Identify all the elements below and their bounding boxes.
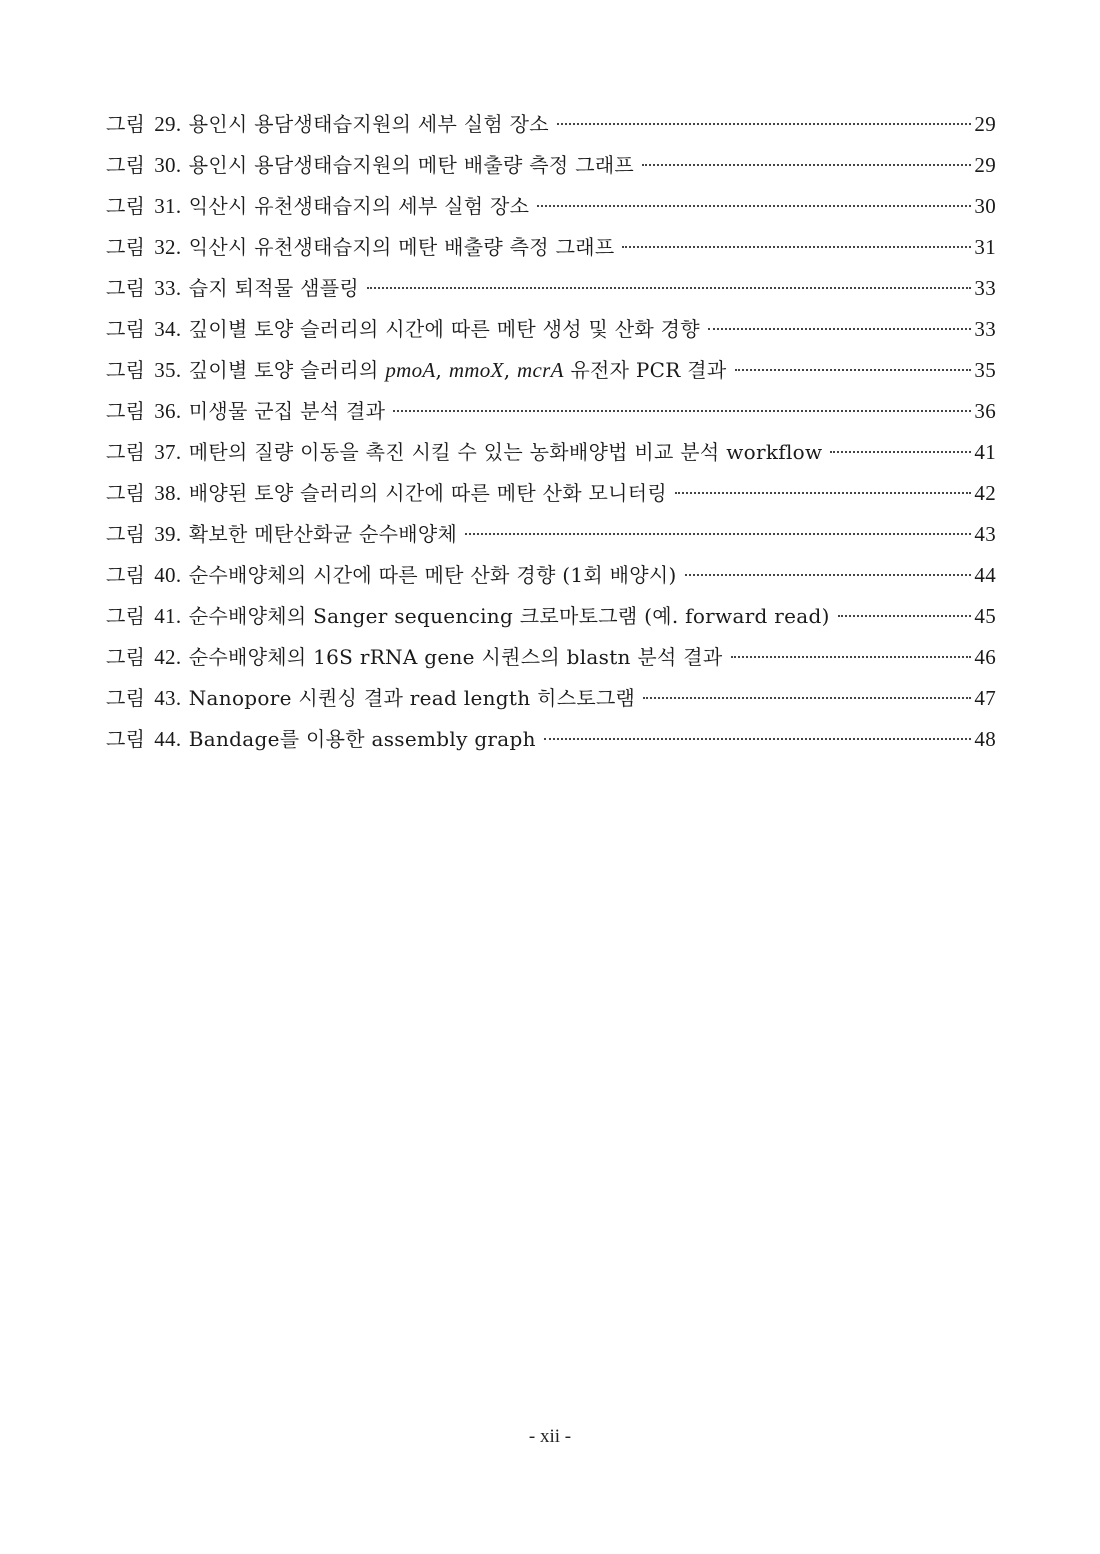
toc-entry: [106, 432, 996, 473]
figure-number: 29.: [154, 112, 182, 136]
figure-number: 33.: [154, 276, 182, 300]
page-reference: 36: [974, 399, 996, 423]
figure-title: 확보한 메탄산화균 순수배양체: [188, 522, 458, 546]
toc-entry: [106, 145, 996, 186]
title-text: ,: [435, 358, 449, 382]
figure-title: 습지 퇴적물 샘플링: [188, 276, 360, 300]
toc-entry: [106, 637, 996, 678]
toc-entry: [106, 596, 996, 637]
gene-name: pmoA: [385, 358, 436, 382]
figure-title: 순수배양체의 시간에 따른 메탄 산화 경향 (1회 배양시): [188, 563, 677, 587]
figure-prefix: 그림: [106, 481, 146, 505]
toc-entry-label: [106, 104, 549, 145]
figure-title: 깊이별 토양 슬러리의 시간에 따른 메탄 생성 및 산화 경향: [188, 317, 700, 341]
toc-entry-label: [106, 227, 614, 268]
toc-entry-label: [106, 678, 635, 719]
dot-leader: [830, 451, 971, 453]
page-reference: 47: [974, 686, 996, 710]
dot-leader: [838, 615, 972, 617]
figure-prefix: 그림: [106, 645, 146, 669]
figure-prefix: 그림: [106, 235, 146, 259]
figure-number: 34.: [154, 317, 182, 341]
figure-number: 32.: [154, 235, 182, 259]
figure-prefix: 그림: [106, 727, 146, 751]
gene-name: mcrA: [517, 358, 564, 382]
toc-entry-label: [106, 514, 457, 555]
figure-number: 30.: [154, 153, 182, 177]
figure-prefix: 그림: [106, 358, 146, 382]
toc-entry-label: [106, 186, 529, 227]
figure-title: 배양된 토양 슬러리의 시간에 따른 메탄 산화 모니터링: [188, 481, 667, 505]
toc-entry-label: [106, 637, 723, 678]
figure-number: 37.: [154, 440, 182, 464]
dot-leader: [622, 246, 971, 248]
figure-prefix: 그림: [106, 153, 146, 177]
figure-prefix: 그림: [106, 112, 146, 136]
dot-leader: [731, 656, 972, 658]
figure-number: 39.: [154, 522, 182, 546]
figure-title: Nanopore 시퀀싱 결과 read length 히스토그램: [188, 686, 636, 710]
figure-number: 38.: [154, 481, 182, 505]
figure-prefix: 그림: [106, 686, 146, 710]
page-number: - xii -: [528, 1426, 572, 1447]
toc-entry: [106, 268, 996, 309]
page-reference: 31: [974, 235, 996, 259]
toc-entry-label: [106, 268, 359, 309]
figure-number: 40.: [154, 563, 182, 587]
figure-title: 메탄의 질량 이동을 촉진 시킬 수 있는 농화배양법 비교 분석 workflow: [188, 440, 823, 464]
figure-prefix: 그림: [106, 399, 146, 423]
figure-number: 42.: [154, 645, 182, 669]
figure-prefix: 그림: [106, 522, 146, 546]
page-reference: 46: [974, 645, 996, 669]
toc-entry-label: [106, 719, 536, 760]
dot-leader: [393, 410, 971, 412]
toc-entry: [106, 473, 996, 514]
dot-leader: [675, 492, 971, 494]
dot-leader: [367, 287, 971, 289]
dot-leader: [708, 328, 971, 330]
figure-title: 순수배양체의 16S rRNA gene 시퀀스의 blastn 분석 결과: [188, 645, 723, 669]
page-reference: 43: [974, 522, 996, 546]
page-reference: 41: [974, 440, 996, 464]
figure-title: 순수배양체의 Sanger sequencing 크로마토그램 (예. forward read): [188, 604, 830, 628]
dot-leader: [537, 205, 971, 207]
figure-title: 용인시 용담생태습지원의 메탄 배출량 측정 그래프: [188, 153, 635, 177]
dot-leader: [544, 738, 972, 740]
page-reference: 30: [974, 194, 996, 218]
page-reference: 29: [974, 112, 996, 136]
figure-title: [189, 350, 727, 391]
toc-entry-label: [106, 473, 667, 514]
figure-number: 31.: [154, 194, 182, 218]
toc-entry: [106, 227, 996, 268]
page-reference: 42: [974, 481, 996, 505]
page-reference: 35: [974, 358, 996, 382]
toc-entry-label: [106, 350, 727, 391]
figure-title: 익산시 유천생태습지의 메탄 배출량 측정 그래프: [188, 235, 615, 259]
figure-title: 미생물 군집 분석 결과: [188, 399, 386, 423]
page-reference: 29: [974, 153, 996, 177]
page-reference: 33: [974, 276, 996, 300]
toc-entry: [106, 104, 996, 145]
page-reference: 44: [974, 563, 996, 587]
dot-leader: [557, 123, 971, 125]
toc-entry-label: [106, 145, 634, 186]
page-reference: 33: [974, 317, 996, 341]
toc-entry-label: [106, 596, 830, 637]
figure-number: 36.: [154, 399, 182, 423]
toc-entry-label: [106, 432, 822, 473]
toc-entry-label: [106, 391, 385, 432]
toc-entry: [106, 391, 996, 432]
gene-name: mmoX: [448, 358, 504, 382]
toc-entry: [106, 719, 996, 760]
figure-prefix: 그림: [106, 604, 146, 628]
toc-entry: [106, 350, 996, 391]
toc-entry-label: [106, 555, 677, 596]
dot-leader: [642, 164, 971, 166]
toc-entry-label: [106, 309, 700, 350]
figure-prefix: 그림: [106, 317, 146, 341]
toc-entry: [106, 186, 996, 227]
figure-prefix: 그림: [106, 563, 146, 587]
figure-title: Bandage를 이용한 assembly graph: [188, 727, 536, 751]
figure-title: 용인시 용담생태습지원의 세부 실험 장소: [188, 112, 549, 136]
toc-entry: [106, 309, 996, 350]
dot-leader: [465, 533, 971, 535]
figure-prefix: 그림: [106, 276, 146, 300]
figure-number: 41.: [154, 604, 182, 628]
title-text: ,: [503, 358, 518, 382]
figure-prefix: 그림: [106, 440, 146, 464]
figure-number: 43.: [154, 686, 182, 710]
toc-entry: [106, 555, 996, 596]
figure-prefix: 그림: [106, 194, 146, 218]
title-text: 깊이별 토양 슬러리의: [188, 358, 386, 382]
page-reference: 48: [974, 727, 996, 751]
dot-leader: [643, 697, 971, 699]
dot-leader: [685, 574, 972, 576]
figure-number: 44.: [154, 727, 182, 751]
toc-entry: [106, 514, 996, 555]
toc-entry: [106, 678, 996, 719]
title-text: 유전자 PCR 결과: [563, 358, 727, 382]
figure-number: 35.: [154, 358, 182, 382]
page-reference: 45: [974, 604, 996, 628]
figure-title: 익산시 유천생태습지의 세부 실험 장소: [188, 194, 530, 218]
dot-leader: [735, 369, 972, 371]
figure-list: [106, 104, 996, 760]
